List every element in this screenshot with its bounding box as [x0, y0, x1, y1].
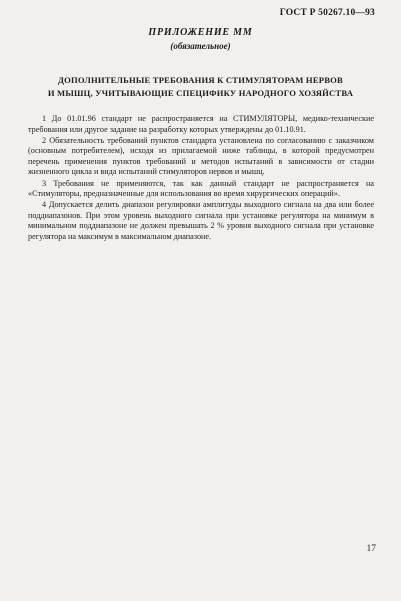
paragraph-2: 2 Обязательность требований пунктов стандарта установлена по согласованию с заказчиком (основным потребителем), исходя из прилагаемой ниже таблицы, в которой предусмотрен перечень применения пунктов требований и методов испытаний в зависимости от стадии жизненного цикла и вида испытаний стимуляторов нервов и мышц. [28, 135, 374, 177]
page-number: 17 [366, 544, 376, 554]
section-heading [20, 74, 381, 100]
body-text [28, 114, 374, 243]
section-heading-line-1: ДОПОЛНИТЕЛЬНЫЕ ТРЕБОВАНИЯ К СТИМУЛЯТОРАМ НЕРВОВ [58, 75, 343, 85]
standard-code: ГОСТ Р 50267.10—93 [279, 8, 375, 18]
appendix-title: ПРИЛОЖЕНИЕ ММ [148, 27, 253, 38]
appendix-status: (обязательное) [170, 41, 231, 51]
section-heading-line-2: И МЫШЦ, УЧИТЫВАЮЩИЕ СПЕЦИФИКУ НАРОДНОГО ХОЗЯЙСТВА [47, 88, 354, 98]
paragraph-4: 4 Допускается делить диапазон регулировки амплитуды выходного сигнала на два или более поддиапазонов. При этом уровень выходного сигнала при установке регулятора на минимум в минимальном поддиапазоне не должен превышать 2 % уровня выходного сигнала при установке регулятора на максимум в максимальном диапазоне. [28, 200, 374, 242]
paragraph-3: 3 Требования не применяются, так как данный стандарт не распространяется на «Стимуляторы, предназначенные для использования во время хирургических операций». [28, 178, 374, 199]
paragraph-1: 1 До 01.01.96 стандарт не распространяется на СТИМУЛЯТОРЫ, медико-технические требования или другое задание на разработку которых утверждены до 01.10.91. [28, 114, 374, 134]
